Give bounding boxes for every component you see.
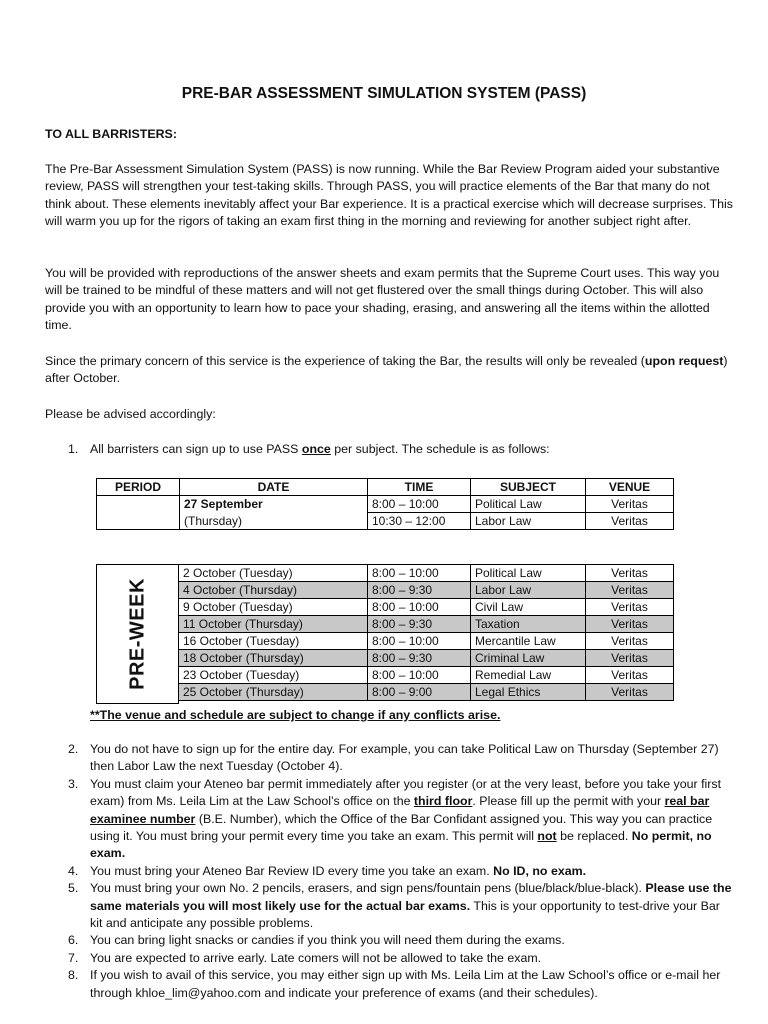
table-row	[179, 633, 674, 650]
subject-cell: Labor Law	[471, 582, 586, 599]
time-cell: 8:00 – 10:00	[368, 667, 471, 684]
schedule-table-pre-week	[178, 564, 674, 701]
item-3: 3. You must claim your Ateneo bar permit immediately after you register (or at the very least, before you take your first exam) from Ms. Leila Lim at the Law School’s office on the third floor. Please fill up the permit with your real bar examinee number (B.E. Number), which the Office of the Bar Confidant assigned you. This way you can practice using it. You must bring your permit every time you take an exam. This permit will not be replaced. No permit, no exam.	[68, 776, 722, 861]
venue-cell: Veritas	[586, 496, 674, 513]
date-cell: 18 October (Thursday)	[179, 650, 368, 667]
instructions-list	[45, 741, 735, 1002]
time-cell: 8:00 – 9:30	[368, 650, 471, 667]
schedule-note: **The venue and schedule are subject to change if any conflicts arise.	[90, 708, 501, 722]
advisory-paragraph: Please be advised accordingly:	[45, 407, 216, 421]
date-cell: 23 October (Tuesday)	[179, 667, 368, 684]
venue-cell: Veritas	[586, 616, 674, 633]
subject-cell: Political Law	[471, 565, 586, 582]
schedule-table-september	[96, 478, 674, 530]
subject-cell: Remedial Law	[471, 667, 586, 684]
subject-cell: Mercantile Law	[471, 633, 586, 650]
time-cell: 8:00 – 10:00	[368, 599, 471, 616]
venue-cell: Veritas	[586, 513, 674, 530]
intro-paragraph: The Pre-Bar Assessment Simulation System (PASS) is now running. While the Bar Review Program aided your substantive review, PASS will strengthen your test-taking skills. Through PASS, you will practice elements of the Bar that many do not think about. These elements inevitably affect your Bar experience. It is a practical exercise which will decrease surprises. This will warm you up for the rigors of taking an exam first thing in the morning and reviewing for another subject right after.	[45, 162, 734, 229]
venue-cell: Veritas	[586, 650, 674, 667]
time-cell: 8:00 – 10:00	[368, 565, 471, 582]
date-cell: 2 October (Tuesday)	[179, 565, 368, 582]
pre-week-period-label: PRE-WEEK	[96, 564, 179, 704]
table-row	[179, 667, 674, 684]
item-7: 7. You are expected to arrive early. Late comers will not be allowed to take the exam.	[68, 950, 542, 965]
venue-cell: Veritas	[586, 667, 674, 684]
venue-cell: Veritas	[586, 599, 674, 616]
subject-cell: Criminal Law	[471, 650, 586, 667]
header-period: PERIOD	[97, 479, 180, 496]
venue-cell: Veritas	[586, 582, 674, 599]
time-cell: 8:00 – 10:00	[368, 496, 471, 513]
table-row	[179, 650, 674, 667]
table-row	[179, 582, 674, 599]
date-cell-day: (Thursday)	[180, 513, 368, 530]
table-row	[179, 616, 674, 633]
date-cell: 16 October (Tuesday)	[179, 633, 368, 650]
item-1: 1. All barristers can sign up to use PASS once per subject. The schedule is as follows:	[68, 442, 550, 456]
venue-cell: Veritas	[586, 565, 674, 582]
date-cell: 11 October (Thursday)	[179, 616, 368, 633]
table-row	[179, 599, 674, 616]
item-4: 4. You must bring your Ateneo Bar Review ID every time you take an exam. No ID, no exam.	[68, 863, 587, 878]
date-cell: 25 October (Thursday)	[179, 684, 368, 701]
venue-cell: Veritas	[586, 633, 674, 650]
time-cell: 10:30 – 12:00	[368, 513, 471, 530]
results-paragraph: Since the primary concern of this service is the experience of taking the Bar, the results will only be revealed (upon request) after October.	[45, 354, 728, 386]
date-cell: 4 October (Thursday)	[179, 582, 368, 599]
time-cell: 8:00 – 9:30	[368, 616, 471, 633]
date-cell: 27 September	[180, 496, 368, 513]
header-time: TIME	[368, 479, 471, 496]
header-venue: VENUE	[586, 479, 674, 496]
subject-cell: Civil Law	[471, 599, 586, 616]
subject-cell: Legal Ethics	[471, 684, 586, 701]
header-date: DATE	[180, 479, 368, 496]
venue-cell: Veritas	[586, 684, 674, 701]
document-title: PRE-BAR ASSESSMENT SIMULATION SYSTEM (PASS)	[181, 85, 587, 102]
date-cell: 9 October (Tuesday)	[179, 599, 368, 616]
header-subject: SUBJECT	[471, 479, 586, 496]
item-5: 5. You must bring your own No. 2 pencils, erasers, and sign pens/fountain pens (blue/black/blue-black). Please use the same materials you will most likely use for the actual bar exams. This is your opportunity to test-drive your Bar kit and anticipate any possible problems.	[68, 881, 732, 931]
table-row	[97, 513, 674, 530]
item-6: 6. You can bring light snacks or candies if you think you will need them during the exams.	[68, 933, 565, 948]
materials-paragraph: You will be provided with reproductions of the answer sheets and exam permits that the Supreme Court uses. This way you will be trained to be mindful of these matters and will not get flustered over the small things during October. This will also provide you with an opportunity to learn how to pace your shading, erasing, and answering all the items within the allotted time.	[45, 266, 720, 333]
salutation: TO ALL BARRISTERS:	[45, 127, 177, 141]
table-row	[97, 496, 674, 513]
table-row	[179, 684, 674, 701]
table-row	[179, 565, 674, 582]
subject-cell: Taxation	[471, 616, 586, 633]
subject-cell: Labor Law	[471, 513, 586, 530]
time-cell: 8:00 – 9:30	[368, 582, 471, 599]
time-cell: 8:00 – 10:00	[368, 633, 471, 650]
item-8: 8. If you wish to avail of this service, you may either sign up with Ms. Leila Lim at the Law School’s office or e-mail her through khloe_lim@yahoo.com and indicate your preference of exams (and their schedules).	[68, 968, 721, 1000]
period-cell	[97, 496, 180, 530]
subject-cell: Political Law	[471, 496, 586, 513]
time-cell: 8:00 – 9:00	[368, 684, 471, 701]
item-2: 2. You do not have to sign up for the entire day. For example, you can take Political Law on Thursday (September 27) then Labor Law the next Tuesday (October 4).	[68, 742, 719, 774]
